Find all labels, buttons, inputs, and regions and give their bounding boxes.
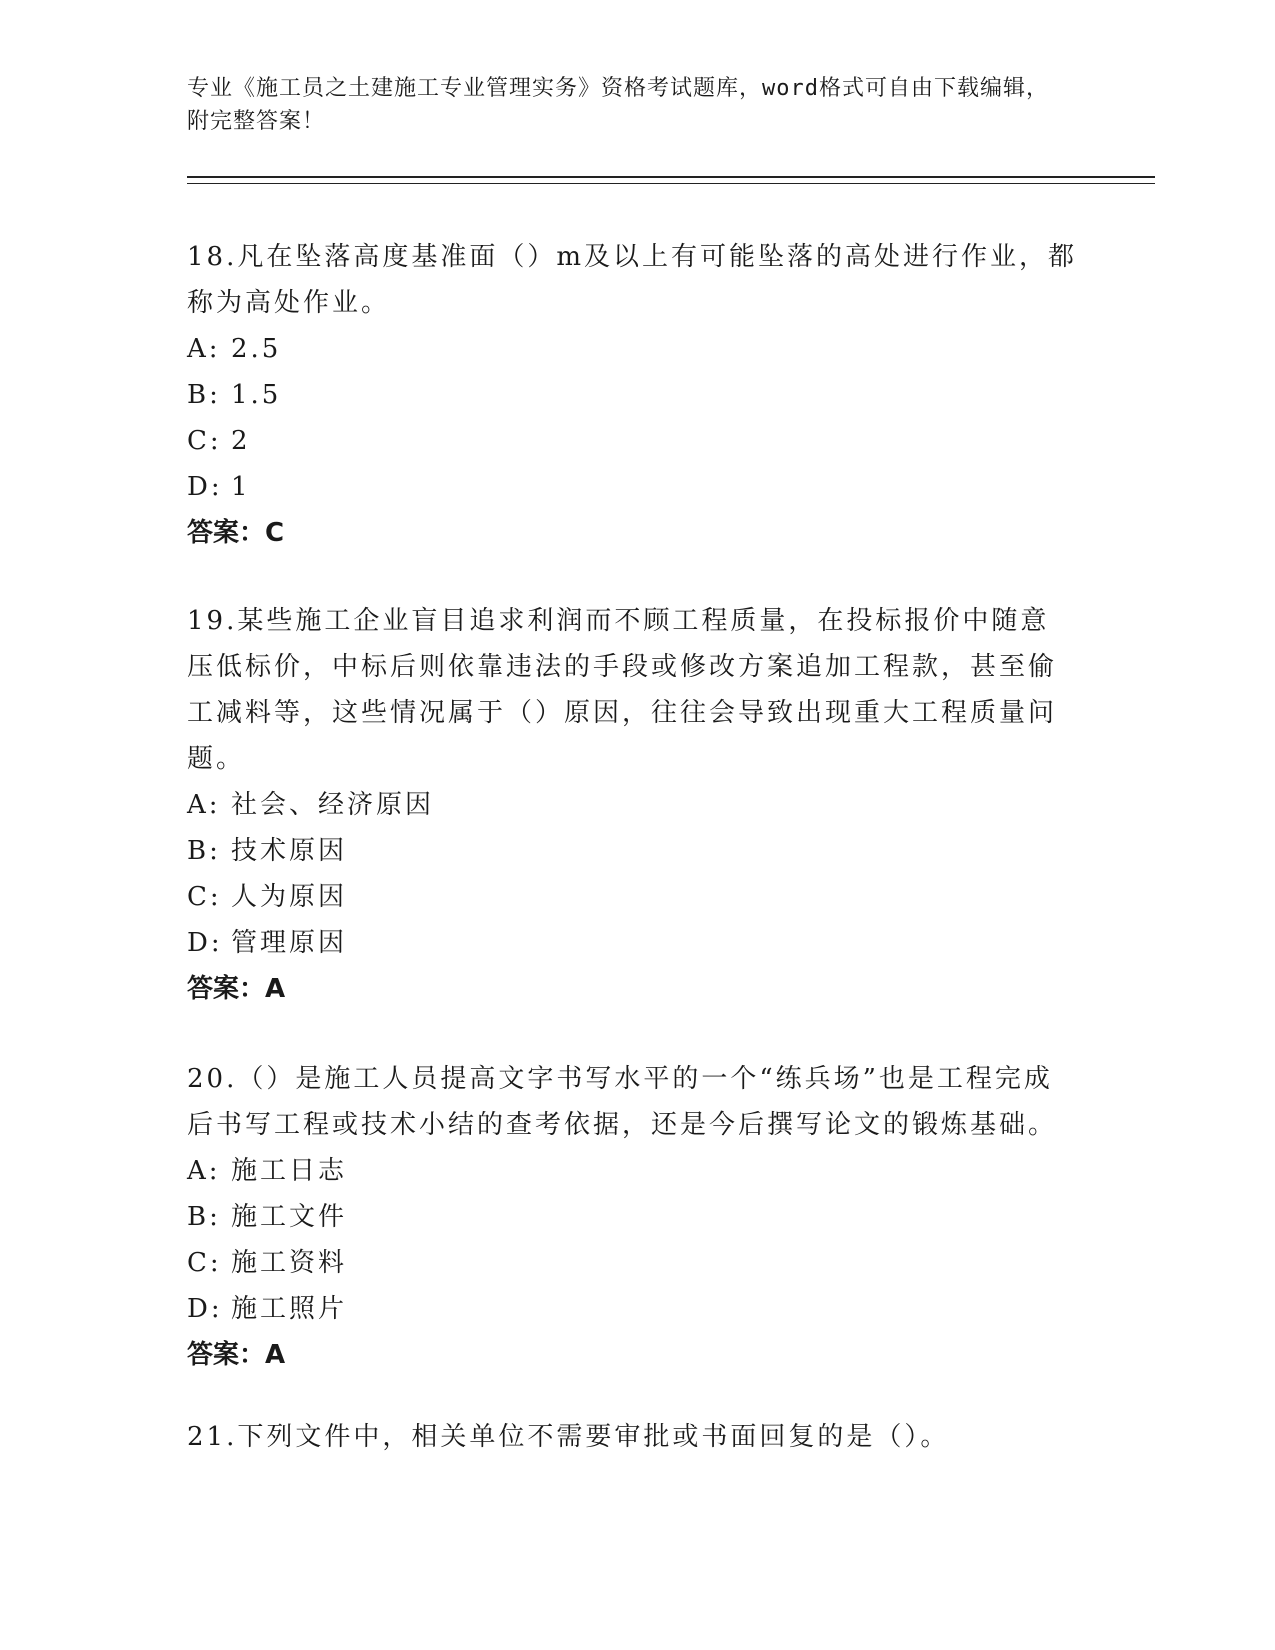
option-letter: A: [187,334,221,364]
option-b [187,828,1077,874]
answer-line: 答案：A [187,1340,286,1370]
option-c [187,1240,1077,1286]
option-letter: C: [187,1248,222,1278]
option-d [187,920,1077,966]
option-letter: A: [187,790,221,820]
option-text: 1 [231,472,251,502]
answer-line: 答案：A [187,974,286,1004]
option-letter: D: [187,472,223,502]
option-letter: C: [187,882,222,912]
option-text: 施工日志 [231,1156,348,1186]
option-a [187,782,1077,828]
option-letter: B: [187,836,221,866]
option-letter: B: [187,380,221,410]
option-text: 技术原因 [231,836,348,866]
header-divider-thin [187,183,1155,184]
option-a [187,326,1077,372]
question-stem: 20.（）是施工人员提高文字书写水平的一个“练兵场”也是工程完成后书写工程或技术小结的查考依据，还是今后撰写论文的锻炼基础。 [187,1064,1058,1140]
answer-line: 答案：C [187,518,285,548]
option-text: 施工资料 [231,1248,348,1278]
option-b [187,1194,1077,1240]
question-18 [187,234,1077,556]
option-text: 人为原因 [231,882,348,912]
option-letter: D: [187,1294,223,1324]
option-text: 社会、经济原因 [231,790,435,820]
option-d [187,1286,1077,1332]
option-text: 1.5 [231,380,282,410]
question-19 [187,598,1077,1012]
question-20 [187,1056,1077,1378]
question-21 [187,1414,1077,1460]
option-text: 施工照片 [231,1294,348,1324]
option-text: 2 [231,426,251,456]
option-letter: B: [187,1202,221,1232]
option-d [187,464,1077,510]
option-b [187,372,1077,418]
option-text: 管理原因 [231,928,348,958]
option-a [187,1148,1077,1194]
option-c [187,418,1077,464]
header-divider-thick [187,176,1155,178]
question-stem: 21.下列文件中，相关单位不需要审批或书面回复的是（）。 [187,1422,950,1452]
option-text: 2.5 [231,334,282,364]
question-stem: 19.某些施工企业盲目追求利润而不顾工程质量，在投标报价中随意压低标价，中标后则依靠违法的手段或修改方案追加工程款，甚至偷工减料等，这些情况属于（）原因，往往会导致出现重大工程质量问题。 [187,606,1058,774]
option-text: 施工文件 [231,1202,348,1232]
question-stem: 18.凡在坠落高度基准面（）m及以上有可能坠落的高处进行作业，都称为高处作业。 [187,242,1078,318]
document-header: 专业《施工员之土建施工专业管理实务》资格考试题库，word格式可自由下载编辑，附完整答案！ [187,76,1049,134]
option-letter: A: [187,1156,221,1186]
option-letter: C: [187,426,222,456]
option-letter: D: [187,928,223,958]
option-c [187,874,1077,920]
